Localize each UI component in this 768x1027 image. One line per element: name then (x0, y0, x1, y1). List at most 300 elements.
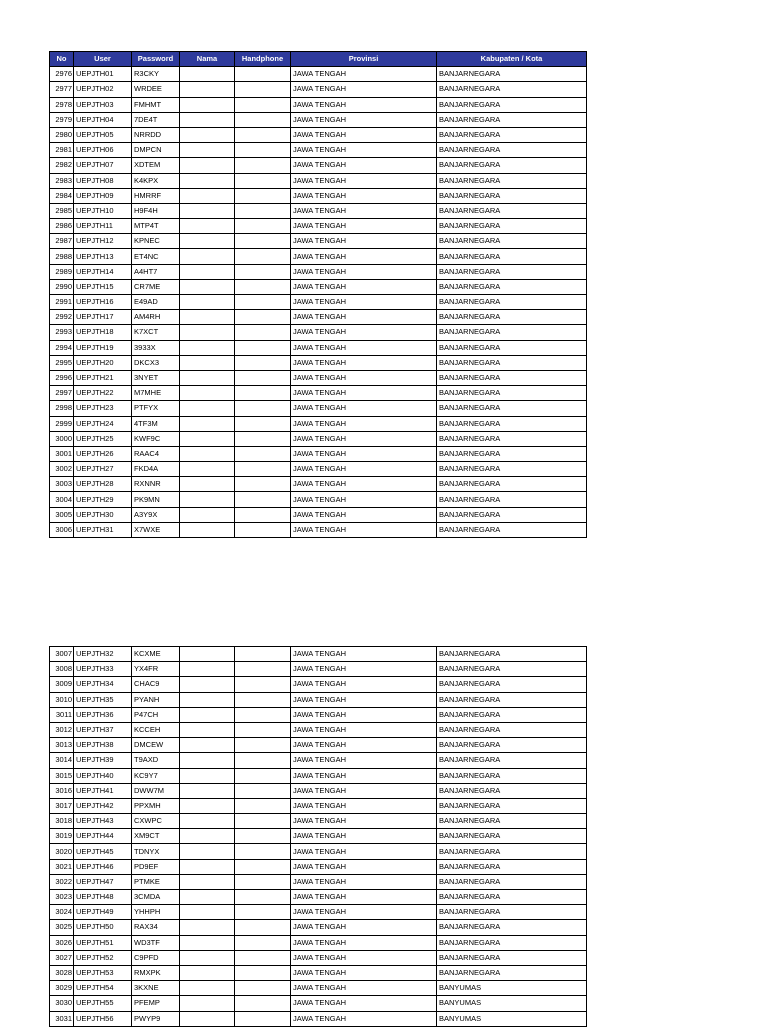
cell-nama (180, 935, 235, 950)
cell-nama (180, 692, 235, 707)
cell-password: CHAC9 (132, 677, 180, 692)
cell-nama (180, 97, 235, 112)
cell-provinsi: JAWA TENGAH (291, 82, 437, 97)
cell-nama (180, 798, 235, 813)
cell-provinsi: JAWA TENGAH (291, 507, 437, 522)
cell-handphone (235, 874, 291, 889)
cell-user: UEPJTH40 (74, 768, 132, 783)
table-row (50, 112, 587, 127)
cell-handphone (235, 203, 291, 218)
cell-provinsi: JAWA TENGAH (291, 798, 437, 813)
cell-user: UEPJTH10 (74, 203, 132, 218)
cell-user: UEPJTH05 (74, 127, 132, 142)
cell-password: C9PFD (132, 950, 180, 965)
table-row (50, 874, 587, 889)
table-row (50, 249, 587, 264)
table-row (50, 355, 587, 370)
cell-nama (180, 203, 235, 218)
cell-kabupaten: BANJARNEGARA (437, 325, 587, 340)
cell-user: UEPJTH16 (74, 295, 132, 310)
cell-no: 2999 (50, 416, 74, 431)
table-row (50, 692, 587, 707)
cell-kabupaten: BANJARNEGARA (437, 829, 587, 844)
cell-nama (180, 234, 235, 249)
table-row (50, 143, 587, 158)
cell-provinsi: JAWA TENGAH (291, 965, 437, 980)
cell-nama (180, 768, 235, 783)
cell-nama (180, 143, 235, 158)
cell-handphone (235, 82, 291, 97)
cell-handphone (235, 965, 291, 980)
cell-handphone (235, 920, 291, 935)
cell-provinsi: JAWA TENGAH (291, 950, 437, 965)
cell-password: PTFYX (132, 401, 180, 416)
cell-no: 2989 (50, 264, 74, 279)
cell-kabupaten: BANJARNEGARA (437, 753, 587, 768)
cell-handphone (235, 522, 291, 537)
cell-handphone (235, 370, 291, 385)
cell-user: UEPJTH52 (74, 950, 132, 965)
cell-nama (180, 965, 235, 980)
table-row (50, 707, 587, 722)
cell-kabupaten: BANJARNEGARA (437, 127, 587, 142)
cell-handphone (235, 981, 291, 996)
cell-nama (180, 67, 235, 82)
cell-nama (180, 112, 235, 127)
table-row (50, 890, 587, 905)
cell-provinsi: JAWA TENGAH (291, 753, 437, 768)
cell-user: UEPJTH22 (74, 386, 132, 401)
cell-provinsi: JAWA TENGAH (291, 707, 437, 722)
cell-kabupaten: BANJARNEGARA (437, 67, 587, 82)
cell-user: UEPJTH01 (74, 67, 132, 82)
cell-handphone (235, 431, 291, 446)
cell-handphone (235, 295, 291, 310)
cell-provinsi: JAWA TENGAH (291, 492, 437, 507)
table-row (50, 234, 587, 249)
cell-no: 2977 (50, 82, 74, 97)
cell-handphone (235, 219, 291, 234)
cell-nama (180, 401, 235, 416)
cell-no: 3002 (50, 462, 74, 477)
cell-kabupaten: BANJARNEGARA (437, 386, 587, 401)
cell-provinsi: JAWA TENGAH (291, 112, 437, 127)
cell-provinsi: JAWA TENGAH (291, 431, 437, 446)
cell-password: CXWPC (132, 814, 180, 829)
header-kabupaten: Kabupaten / Kota (437, 52, 587, 67)
cell-handphone (235, 188, 291, 203)
cell-kabupaten: BANJARNEGARA (437, 158, 587, 173)
cell-handphone (235, 692, 291, 707)
cell-password: 3933X (132, 340, 180, 355)
cell-password: AM4RH (132, 310, 180, 325)
cell-kabupaten: BANJARNEGARA (437, 446, 587, 461)
cell-password: 3KXNE (132, 981, 180, 996)
cell-kabupaten: BANJARNEGARA (437, 112, 587, 127)
cell-user: UEPJTH50 (74, 920, 132, 935)
cell-handphone (235, 279, 291, 294)
cell-handphone (235, 310, 291, 325)
cell-provinsi: JAWA TENGAH (291, 310, 437, 325)
table-row (50, 783, 587, 798)
cell-password: P47CH (132, 707, 180, 722)
cell-no: 3007 (50, 647, 74, 662)
cell-kabupaten: BANJARNEGARA (437, 492, 587, 507)
cell-nama (180, 829, 235, 844)
cell-user: UEPJTH43 (74, 814, 132, 829)
cell-kabupaten: BANJARNEGARA (437, 738, 587, 753)
cell-no: 3000 (50, 431, 74, 446)
cell-handphone (235, 768, 291, 783)
cell-handphone (235, 401, 291, 416)
cell-user: UEPJTH26 (74, 446, 132, 461)
cell-no: 2987 (50, 234, 74, 249)
cell-handphone (235, 477, 291, 492)
cell-no: 2995 (50, 355, 74, 370)
cell-nama (180, 325, 235, 340)
cell-user: UEPJTH15 (74, 279, 132, 294)
cell-nama (180, 707, 235, 722)
cell-no: 3001 (50, 446, 74, 461)
table-row (50, 279, 587, 294)
cell-nama (180, 859, 235, 874)
cell-no: 2983 (50, 173, 74, 188)
cell-user: UEPJTH20 (74, 355, 132, 370)
cell-kabupaten: BANJARNEGARA (437, 279, 587, 294)
cell-kabupaten: BANJARNEGARA (437, 173, 587, 188)
cell-handphone (235, 97, 291, 112)
cell-no: 2996 (50, 370, 74, 385)
user-table-1 (49, 51, 587, 538)
cell-nama (180, 127, 235, 142)
table-row (50, 370, 587, 385)
cell-user: UEPJTH48 (74, 890, 132, 905)
cell-kabupaten: BANJARNEGARA (437, 264, 587, 279)
cell-no: 2988 (50, 249, 74, 264)
cell-handphone (235, 127, 291, 142)
cell-password: 7DE4T (132, 112, 180, 127)
cell-password: HMRRF (132, 188, 180, 203)
cell-user: UEPJTH28 (74, 477, 132, 492)
cell-password: XM9CT (132, 829, 180, 844)
cell-user: UEPJTH21 (74, 370, 132, 385)
cell-user: UEPJTH41 (74, 783, 132, 798)
cell-user: UEPJTH04 (74, 112, 132, 127)
cell-handphone (235, 143, 291, 158)
cell-handphone (235, 234, 291, 249)
cell-password: DKCX3 (132, 355, 180, 370)
table-row (50, 431, 587, 446)
cell-user: UEPJTH27 (74, 462, 132, 477)
cell-provinsi: JAWA TENGAH (291, 143, 437, 158)
cell-handphone (235, 492, 291, 507)
cell-user: UEPJTH08 (74, 173, 132, 188)
cell-kabupaten: BANJARNEGARA (437, 82, 587, 97)
table-row (50, 325, 587, 340)
cell-provinsi: JAWA TENGAH (291, 416, 437, 431)
cell-password: YX4FR (132, 662, 180, 677)
cell-kabupaten: BANYUMAS (437, 1011, 587, 1026)
cell-handphone (235, 355, 291, 370)
cell-password: PFEMP (132, 996, 180, 1011)
cell-provinsi: JAWA TENGAH (291, 692, 437, 707)
cell-provinsi: JAWA TENGAH (291, 890, 437, 905)
cell-user: UEPJTH47 (74, 874, 132, 889)
table-row (50, 996, 587, 1011)
cell-provinsi: JAWA TENGAH (291, 325, 437, 340)
cell-kabupaten: BANJARNEGARA (437, 890, 587, 905)
cell-no: 3013 (50, 738, 74, 753)
cell-kabupaten: BANJARNEGARA (437, 874, 587, 889)
cell-provinsi: JAWA TENGAH (291, 996, 437, 1011)
cell-kabupaten: BANJARNEGARA (437, 340, 587, 355)
cell-kabupaten: BANJARNEGARA (437, 920, 587, 935)
cell-provinsi: JAWA TENGAH (291, 219, 437, 234)
cell-no: 3027 (50, 950, 74, 965)
cell-provinsi: JAWA TENGAH (291, 905, 437, 920)
cell-nama (180, 492, 235, 507)
cell-handphone (235, 859, 291, 874)
cell-handphone (235, 844, 291, 859)
cell-provinsi: JAWA TENGAH (291, 370, 437, 385)
cell-no: 2980 (50, 127, 74, 142)
cell-user: UEPJTH11 (74, 219, 132, 234)
cell-nama (180, 310, 235, 325)
table-row (50, 401, 587, 416)
cell-user: UEPJTH06 (74, 143, 132, 158)
cell-handphone (235, 890, 291, 905)
header-nama: Nama (180, 52, 235, 67)
cell-no: 2976 (50, 67, 74, 82)
cell-no: 3014 (50, 753, 74, 768)
cell-password: KC9Y7 (132, 768, 180, 783)
cell-nama (180, 370, 235, 385)
cell-handphone (235, 416, 291, 431)
cell-handphone (235, 662, 291, 677)
table-row (50, 738, 587, 753)
table-row (50, 492, 587, 507)
table-row (50, 950, 587, 965)
cell-user: UEPJTH53 (74, 965, 132, 980)
cell-password: E49AD (132, 295, 180, 310)
table-row (50, 67, 587, 82)
cell-provinsi: JAWA TENGAH (291, 401, 437, 416)
cell-user: UEPJTH34 (74, 677, 132, 692)
cell-provinsi: JAWA TENGAH (291, 264, 437, 279)
cell-nama (180, 981, 235, 996)
header-password: Password (132, 52, 180, 67)
cell-no: 2997 (50, 386, 74, 401)
cell-provinsi: JAWA TENGAH (291, 188, 437, 203)
cell-user: UEPJTH39 (74, 753, 132, 768)
cell-handphone (235, 935, 291, 950)
cell-handphone (235, 738, 291, 753)
cell-handphone (235, 722, 291, 737)
cell-provinsi: JAWA TENGAH (291, 829, 437, 844)
cell-password: H9F4H (132, 203, 180, 218)
cell-nama (180, 738, 235, 753)
cell-nama (180, 386, 235, 401)
cell-kabupaten: BANJARNEGARA (437, 401, 587, 416)
table-row (50, 97, 587, 112)
table-row (50, 859, 587, 874)
cell-nama (180, 647, 235, 662)
cell-user: UEPJTH42 (74, 798, 132, 813)
cell-password: 3CMDA (132, 890, 180, 905)
cell-password: ET4NC (132, 249, 180, 264)
cell-no: 3019 (50, 829, 74, 844)
cell-nama (180, 279, 235, 294)
cell-user: UEPJTH31 (74, 522, 132, 537)
cell-password: PK9MN (132, 492, 180, 507)
cell-kabupaten: BANJARNEGARA (437, 662, 587, 677)
cell-no: 2998 (50, 401, 74, 416)
cell-kabupaten: BANJARNEGARA (437, 249, 587, 264)
cell-handphone (235, 462, 291, 477)
cell-password: PTMKE (132, 874, 180, 889)
cell-no: 2979 (50, 112, 74, 127)
cell-password: A3Y9X (132, 507, 180, 522)
cell-no: 3028 (50, 965, 74, 980)
cell-password: TDNYX (132, 844, 180, 859)
cell-password: PWYP9 (132, 1011, 180, 1026)
cell-user: UEPJTH30 (74, 507, 132, 522)
table-row (50, 647, 587, 662)
cell-provinsi: JAWA TENGAH (291, 446, 437, 461)
cell-kabupaten: BANJARNEGARA (437, 234, 587, 249)
cell-nama (180, 431, 235, 446)
cell-password: 3NYET (132, 370, 180, 385)
cell-password: MTP4T (132, 219, 180, 234)
table-row (50, 446, 587, 461)
cell-provinsi: JAWA TENGAH (291, 386, 437, 401)
cell-password: WRDEE (132, 82, 180, 97)
cell-no: 3031 (50, 1011, 74, 1026)
cell-provinsi: JAWA TENGAH (291, 522, 437, 537)
cell-no: 3015 (50, 768, 74, 783)
cell-no: 3012 (50, 722, 74, 737)
cell-handphone (235, 905, 291, 920)
table-row (50, 158, 587, 173)
cell-no: 3029 (50, 981, 74, 996)
cell-password: RAX34 (132, 920, 180, 935)
cell-nama (180, 722, 235, 737)
cell-kabupaten: BANJARNEGARA (437, 814, 587, 829)
cell-password: DMPCN (132, 143, 180, 158)
table-header (50, 52, 587, 67)
cell-kabupaten: BANJARNEGARA (437, 783, 587, 798)
cell-no: 3017 (50, 798, 74, 813)
header-user: User (74, 52, 132, 67)
cell-password: PD9EF (132, 859, 180, 874)
cell-user: UEPJTH44 (74, 829, 132, 844)
cell-provinsi: JAWA TENGAH (291, 647, 437, 662)
cell-no: 3008 (50, 662, 74, 677)
cell-provinsi: JAWA TENGAH (291, 783, 437, 798)
cell-user: UEPJTH18 (74, 325, 132, 340)
cell-provinsi: JAWA TENGAH (291, 279, 437, 294)
user-table-2 (49, 646, 587, 1027)
cell-user: UEPJTH55 (74, 996, 132, 1011)
cell-kabupaten: BANJARNEGARA (437, 768, 587, 783)
cell-kabupaten: BANJARNEGARA (437, 950, 587, 965)
cell-no: 3016 (50, 783, 74, 798)
cell-provinsi: JAWA TENGAH (291, 738, 437, 753)
cell-user: UEPJTH02 (74, 82, 132, 97)
header-handphone: Handphone (235, 52, 291, 67)
cell-password: DMCEW (132, 738, 180, 753)
table-row (50, 507, 587, 522)
table-row (50, 462, 587, 477)
table-row (50, 203, 587, 218)
cell-handphone (235, 647, 291, 662)
cell-nama (180, 340, 235, 355)
cell-kabupaten: BANJARNEGARA (437, 295, 587, 310)
cell-kabupaten: BANJARNEGARA (437, 677, 587, 692)
cell-password: WD3TF (132, 935, 180, 950)
cell-user: UEPJTH09 (74, 188, 132, 203)
cell-handphone (235, 814, 291, 829)
cell-password: XDTEM (132, 158, 180, 173)
cell-kabupaten: BANJARNEGARA (437, 844, 587, 859)
table-row (50, 188, 587, 203)
cell-password: PYANH (132, 692, 180, 707)
cell-user: UEPJTH56 (74, 1011, 132, 1026)
cell-no: 2991 (50, 295, 74, 310)
cell-nama (180, 890, 235, 905)
cell-kabupaten: BANJARNEGARA (437, 647, 587, 662)
table-row (50, 295, 587, 310)
cell-kabupaten: BANJARNEGARA (437, 522, 587, 537)
cell-kabupaten: BANJARNEGARA (437, 707, 587, 722)
cell-handphone (235, 158, 291, 173)
cell-kabupaten: BANJARNEGARA (437, 431, 587, 446)
cell-no: 3022 (50, 874, 74, 889)
cell-handphone (235, 783, 291, 798)
cell-user: UEPJTH17 (74, 310, 132, 325)
table-row (50, 981, 587, 996)
cell-provinsi: JAWA TENGAH (291, 462, 437, 477)
cell-password: RAAC4 (132, 446, 180, 461)
table-row (50, 905, 587, 920)
cell-provinsi: JAWA TENGAH (291, 249, 437, 264)
cell-nama (180, 753, 235, 768)
cell-handphone (235, 264, 291, 279)
cell-user: UEPJTH36 (74, 707, 132, 722)
cell-handphone (235, 325, 291, 340)
cell-handphone (235, 340, 291, 355)
table-row (50, 920, 587, 935)
cell-no: 3024 (50, 905, 74, 920)
cell-provinsi: JAWA TENGAH (291, 768, 437, 783)
cell-password: YHHPH (132, 905, 180, 920)
table-body (50, 67, 587, 538)
cell-nama (180, 950, 235, 965)
cell-provinsi: JAWA TENGAH (291, 97, 437, 112)
cell-user: UEPJTH51 (74, 935, 132, 950)
cell-nama (180, 996, 235, 1011)
cell-nama (180, 462, 235, 477)
cell-handphone (235, 753, 291, 768)
table-body (50, 647, 587, 1027)
cell-nama (180, 264, 235, 279)
cell-kabupaten: BANJARNEGARA (437, 143, 587, 158)
cell-provinsi: JAWA TENGAH (291, 340, 437, 355)
cell-nama (180, 905, 235, 920)
cell-password: DWW7M (132, 783, 180, 798)
cell-user: UEPJTH19 (74, 340, 132, 355)
cell-kabupaten: BANJARNEGARA (437, 462, 587, 477)
